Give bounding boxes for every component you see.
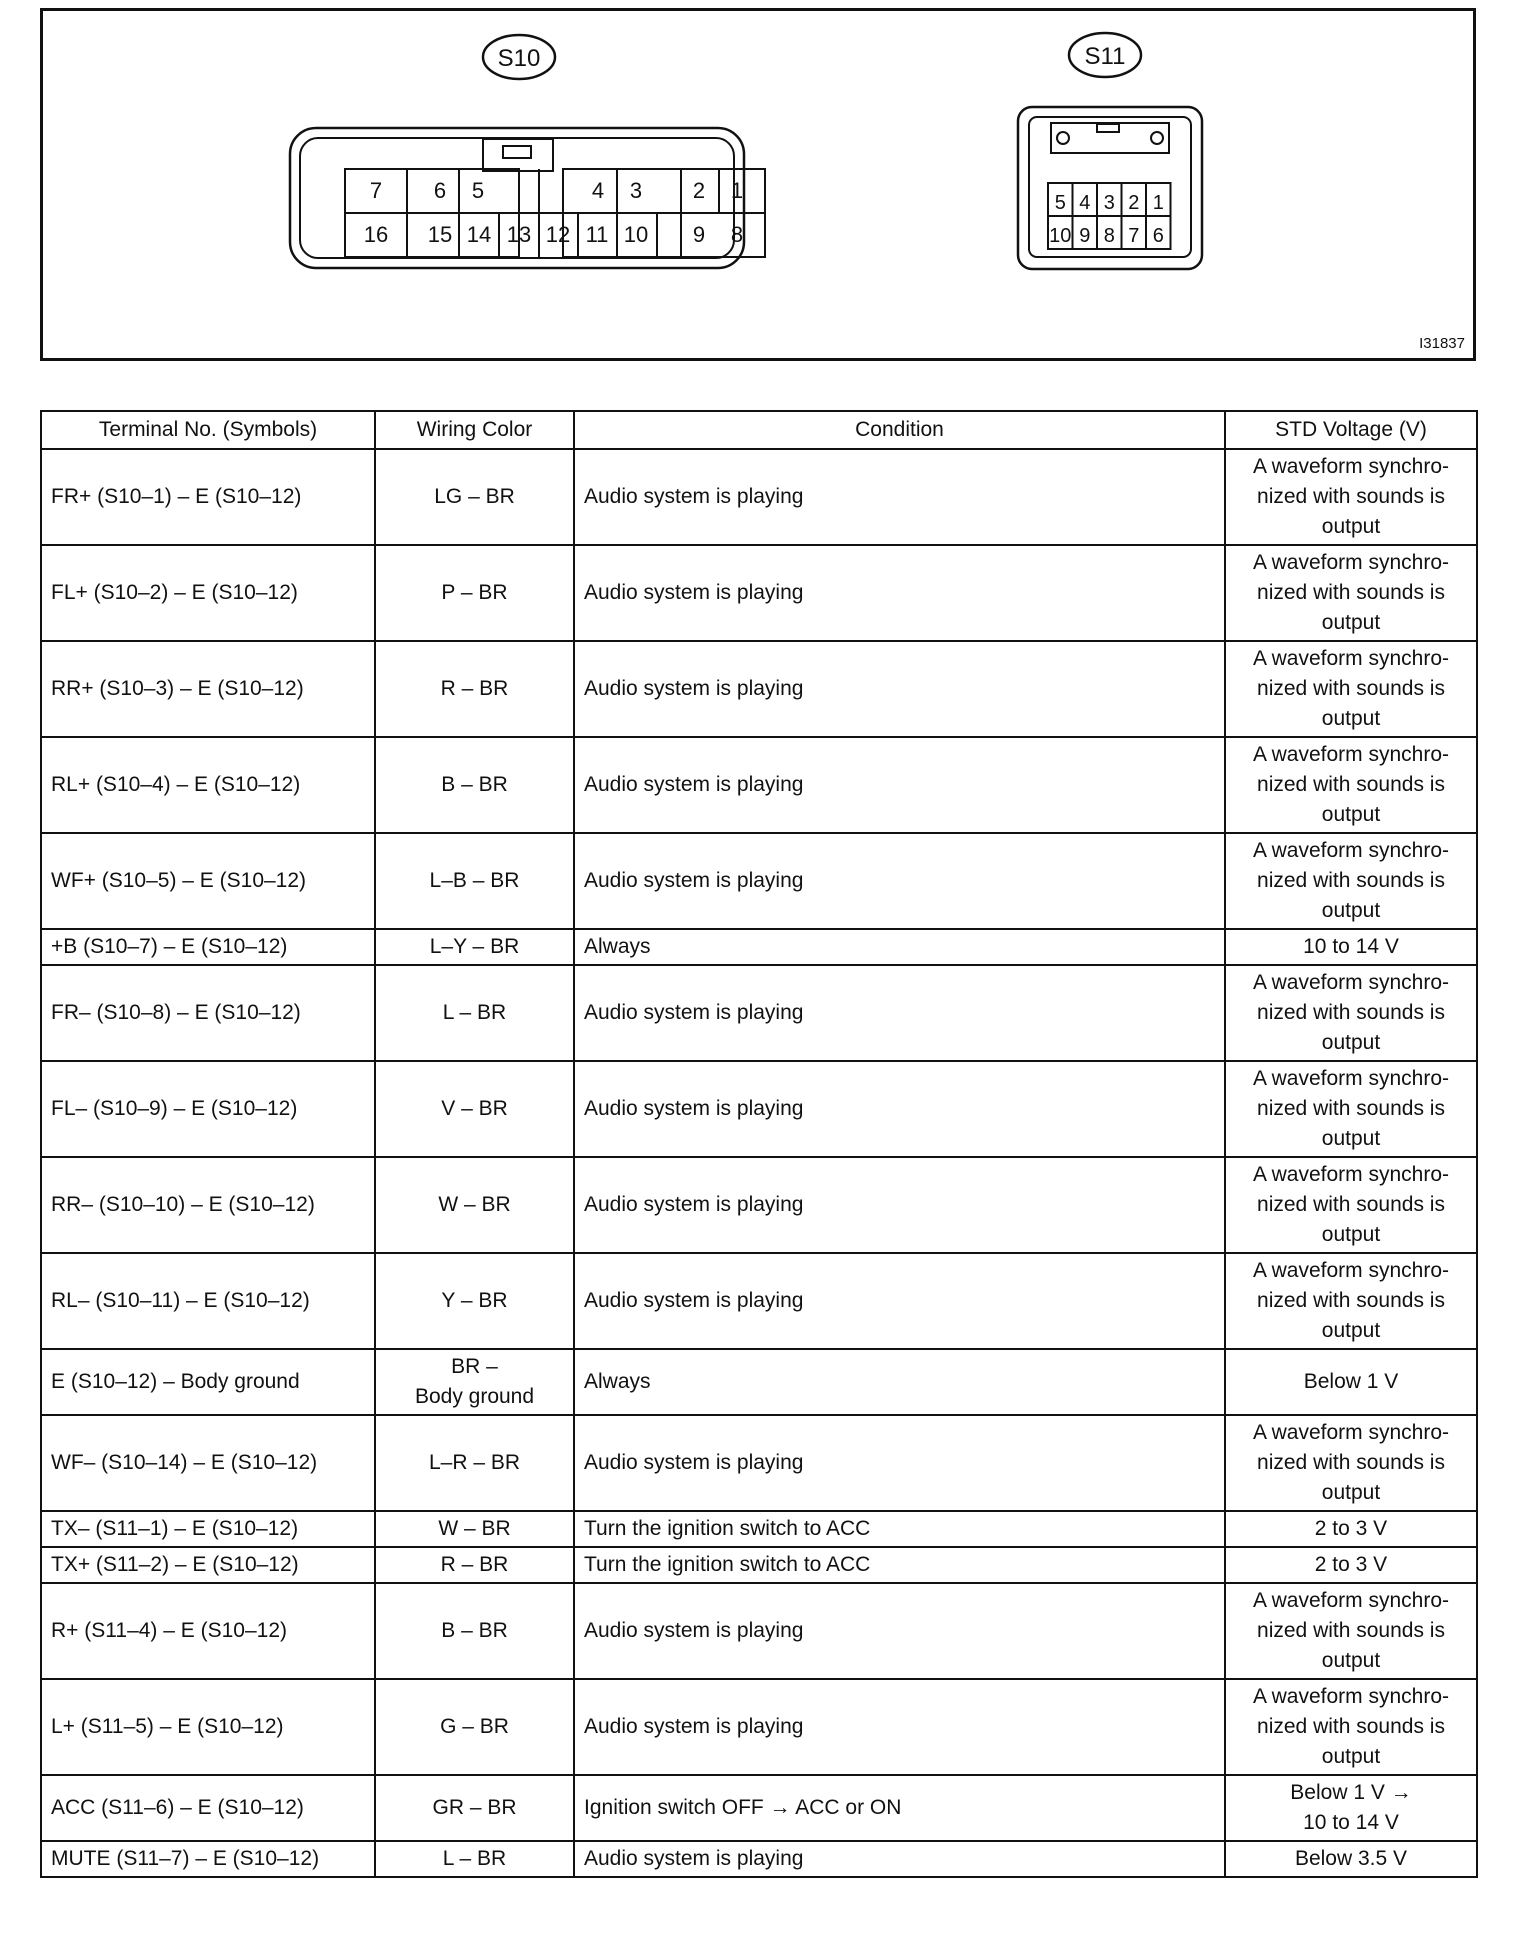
table-row	[41, 1253, 1477, 1349]
pin-number: 13	[506, 222, 532, 247]
cell-terminal: WF– (S10–14) – E (S10–12)	[41, 1415, 375, 1511]
cell-condition: Turn the ignition switch to ACC	[574, 1547, 1225, 1583]
cell-wiring-color: W – BR	[375, 1157, 574, 1253]
cell-condition: Audio system is playing	[574, 1157, 1225, 1253]
cell-terminal: +B (S10–7) – E (S10–12)	[41, 929, 375, 965]
table-row	[41, 1061, 1477, 1157]
cell-wiring-color: W – BR	[375, 1511, 574, 1547]
cell-std-voltage: A waveform synchro- nized with sounds is output	[1225, 1583, 1477, 1679]
cell-std-voltage: A waveform synchro- nized with sounds is output	[1225, 1253, 1477, 1349]
pin-number: 9	[692, 222, 706, 247]
cell-wiring-color: LG – BR	[375, 449, 574, 545]
cell-wiring-color: G – BR	[375, 1679, 574, 1775]
pin-number: 15	[427, 222, 453, 247]
pin-number: 10	[623, 222, 649, 247]
figure-id: I31837	[1419, 335, 1465, 352]
cell-condition: Audio system is playing	[574, 1679, 1225, 1775]
pin-number: 12	[545, 222, 571, 247]
cell-terminal: MUTE (S11–7) – E (S10–12)	[41, 1841, 375, 1877]
s10-label: S10	[497, 45, 541, 72]
table-row	[41, 1679, 1477, 1775]
cell-wiring-color: B – BR	[375, 737, 574, 833]
table-row	[41, 965, 1477, 1061]
cell-std-voltage: Below 1 V → 10 to 14 V	[1225, 1775, 1477, 1841]
s10-latch	[483, 139, 553, 171]
table-row	[41, 1415, 1477, 1511]
cell-terminal: RL+ (S10–4) – E (S10–12)	[41, 737, 375, 833]
cell-condition: Audio system is playing	[574, 1841, 1225, 1877]
terminal-spec-table	[40, 410, 1478, 1878]
table-row	[41, 545, 1477, 641]
table-row	[41, 1157, 1477, 1253]
table-row	[41, 737, 1477, 833]
cell-std-voltage: A waveform synchro- nized with sounds is output	[1225, 737, 1477, 833]
cell-wiring-color: L–R – BR	[375, 1415, 574, 1511]
cell-wiring-color: Y – BR	[375, 1253, 574, 1349]
cell-wiring-color: R – BR	[375, 1547, 574, 1583]
cell-std-voltage: A waveform synchro- nized with sounds is output	[1225, 965, 1477, 1061]
pin-number: 11	[585, 222, 609, 247]
pin-number: 4	[591, 178, 605, 203]
pin-number: 1	[730, 178, 744, 203]
connector-diagram	[40, 8, 1476, 361]
connector-s11	[1018, 33, 1202, 269]
cell-condition: Audio system is playing	[574, 641, 1225, 737]
cell-terminal: RL– (S10–11) – E (S10–12)	[41, 1253, 375, 1349]
cell-std-voltage: A waveform synchro- nized with sounds is output	[1225, 1415, 1477, 1511]
pin-number: 6	[1152, 225, 1164, 247]
cell-terminal: R+ (S11–4) – E (S10–12)	[41, 1583, 375, 1679]
cell-terminal: ACC (S11–6) – E (S10–12)	[41, 1775, 375, 1841]
cell-condition: Audio system is playing	[574, 1253, 1225, 1349]
pin-number: 10	[1049, 225, 1072, 247]
cell-std-voltage: Below 3.5 V	[1225, 1841, 1477, 1877]
pin-number: 2	[1128, 192, 1140, 214]
cell-std-voltage: A waveform synchro- nized with sounds is output	[1225, 545, 1477, 641]
cell-condition: Audio system is playing	[574, 737, 1225, 833]
table-body	[41, 449, 1477, 1877]
cell-wiring-color: L – BR	[375, 1841, 574, 1877]
header-condition: Condition	[574, 411, 1225, 449]
cell-terminal: L+ (S11–5) – E (S10–12)	[41, 1679, 375, 1775]
header-terminal: Terminal No. (Symbols)	[41, 411, 375, 449]
pin-number: 1	[1152, 192, 1164, 214]
cell-terminal: FL+ (S10–2) – E (S10–12)	[41, 545, 375, 641]
cell-std-voltage: A waveform synchro- nized with sounds is output	[1225, 641, 1477, 737]
cell-terminal: TX+ (S11–2) – E (S10–12)	[41, 1547, 375, 1583]
pin-number: 16	[363, 222, 389, 247]
cell-std-voltage: Below 1 V	[1225, 1349, 1477, 1415]
cell-std-voltage: A waveform synchro- nized with sounds is output	[1225, 1157, 1477, 1253]
cell-wiring-color: L–Y – BR	[375, 929, 574, 965]
cell-condition: Audio system is playing	[574, 1583, 1225, 1679]
cell-wiring-color: L–B – BR	[375, 833, 574, 929]
table-row	[41, 449, 1477, 545]
pin-number: 5	[471, 178, 485, 203]
s10-housing	[290, 128, 744, 268]
table-row	[41, 929, 1477, 965]
cell-terminal: E (S10–12) – Body ground	[41, 1349, 375, 1415]
pin-number: 3	[629, 178, 643, 203]
cell-condition: Audio system is playing	[574, 545, 1225, 641]
cell-std-voltage: 2 to 3 V	[1225, 1547, 1477, 1583]
table-row	[41, 1511, 1477, 1547]
table-row	[41, 833, 1477, 929]
cell-terminal: FR+ (S10–1) – E (S10–12)	[41, 449, 375, 545]
pin-number: 2	[692, 178, 706, 203]
table-row	[41, 1349, 1477, 1415]
table-row	[41, 1547, 1477, 1583]
pin-number: 14	[466, 222, 492, 247]
pin-number: 8	[730, 222, 744, 247]
cell-wiring-color: L – BR	[375, 965, 574, 1061]
cell-terminal: TX– (S11–1) – E (S10–12)	[41, 1511, 375, 1547]
cell-terminal: RR– (S10–10) – E (S10–12)	[41, 1157, 375, 1253]
cell-terminal: FL– (S10–9) – E (S10–12)	[41, 1061, 375, 1157]
cell-std-voltage: 2 to 3 V	[1225, 1511, 1477, 1547]
cell-wiring-color: V – BR	[375, 1061, 574, 1157]
cell-condition: Audio system is playing	[574, 1061, 1225, 1157]
cell-condition: Audio system is playing	[574, 449, 1225, 545]
cell-condition: Always	[574, 929, 1225, 965]
cell-condition: Turn the ignition switch to ACC	[574, 1511, 1225, 1547]
pin-number: 5	[1054, 192, 1066, 214]
pin-number: 9	[1079, 225, 1091, 247]
pin-number: 6	[433, 178, 447, 203]
table-row	[41, 1775, 1477, 1841]
table-row	[41, 641, 1477, 737]
cell-condition: Audio system is playing	[574, 1415, 1225, 1511]
header-wiring-color: Wiring Color	[375, 411, 574, 449]
table-row	[41, 1583, 1477, 1679]
pin-number: 8	[1103, 225, 1115, 247]
cell-terminal: FR– (S10–8) – E (S10–12)	[41, 965, 375, 1061]
cell-condition: Ignition switch OFF → ACC or ON	[574, 1775, 1225, 1841]
cell-wiring-color: GR – BR	[375, 1775, 574, 1841]
s11-label: S11	[1084, 43, 1126, 70]
table-row	[41, 1841, 1477, 1877]
table-header-row	[41, 411, 1477, 449]
cell-condition: Audio system is playing	[574, 833, 1225, 929]
cell-condition: Audio system is playing	[574, 965, 1225, 1061]
cell-wiring-color: R – BR	[375, 641, 574, 737]
pin-number: 3	[1103, 192, 1115, 214]
cell-std-voltage: A waveform synchro- nized with sounds is output	[1225, 833, 1477, 929]
cell-std-voltage: A waveform synchro- nized with sounds is output	[1225, 449, 1477, 545]
pin-number: 7	[1128, 225, 1140, 247]
connector-drawing	[43, 11, 1473, 358]
cell-wiring-color: B – BR	[375, 1583, 574, 1679]
cell-std-voltage: A waveform synchro- nized with sounds is output	[1225, 1061, 1477, 1157]
pin-number: 7	[369, 178, 383, 203]
cell-condition: Always	[574, 1349, 1225, 1415]
pin-number: 4	[1079, 192, 1091, 214]
cell-wiring-color: P – BR	[375, 545, 574, 641]
cell-std-voltage: A waveform synchro- nized with sounds is output	[1225, 1679, 1477, 1775]
cell-std-voltage: 10 to 14 V	[1225, 929, 1477, 965]
cell-terminal: WF+ (S10–5) – E (S10–12)	[41, 833, 375, 929]
cell-wiring-color: BR – Body ground	[375, 1349, 574, 1415]
connector-s10	[290, 35, 765, 268]
cell-terminal: RR+ (S10–3) – E (S10–12)	[41, 641, 375, 737]
header-std-voltage: STD Voltage (V)	[1225, 411, 1477, 449]
